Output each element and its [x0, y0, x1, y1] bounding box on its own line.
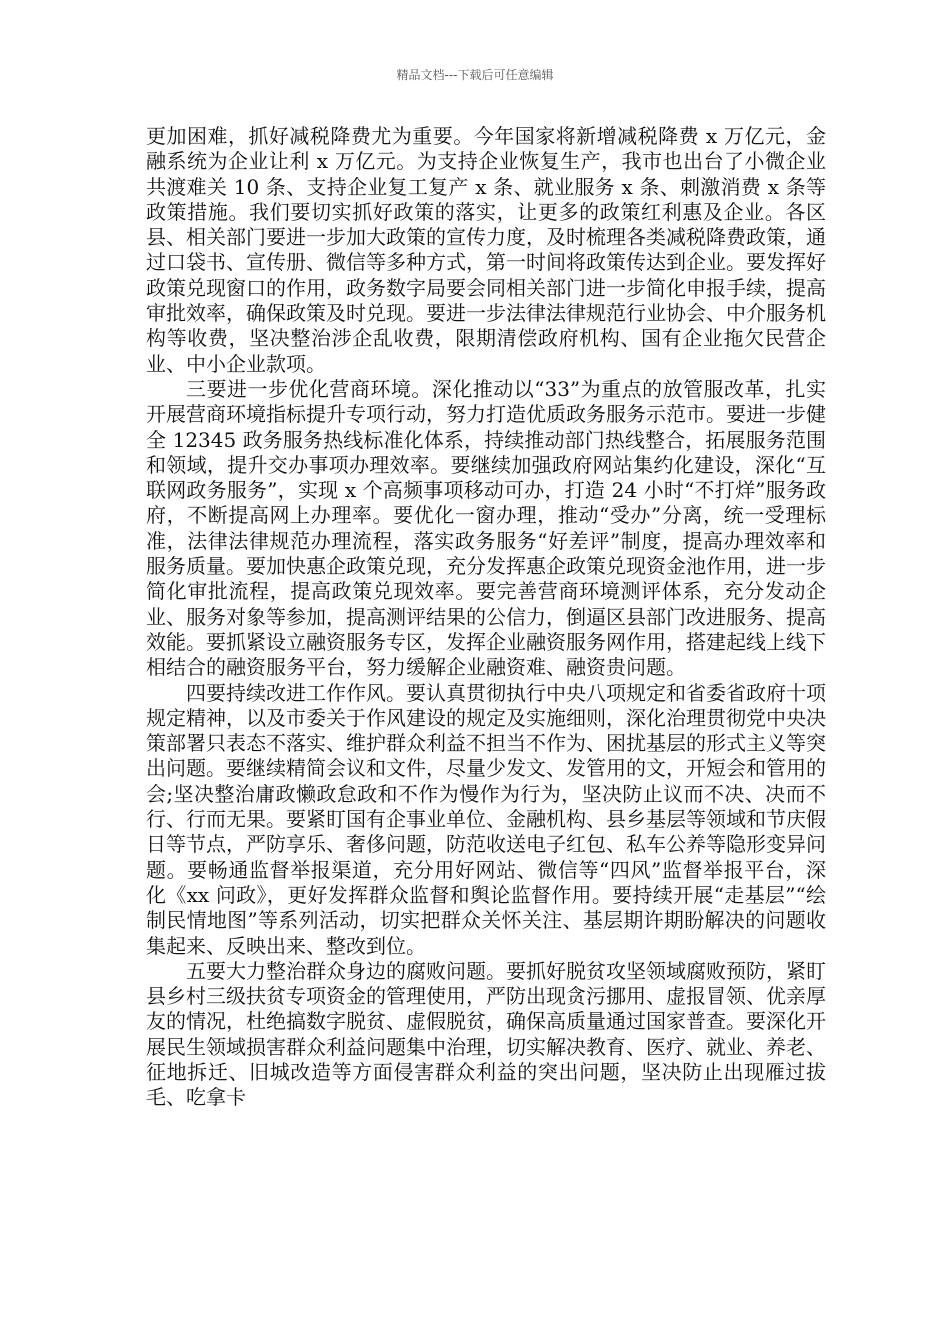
- paragraph-anti-corruption: 五要大力整治群众身边的腐败问题。要抓好脱贫攻坚领域腐败预防，紧盯县乡村三级扶贫专项资金的管理使用，严防出现贪污挪用、虚报冒领、优亲厚友的情况，杜绝搞数字脱贫、虚假脱贫，确保高质量通过国家普查。要深化开展民生领域损害群众利益问题集中治理，切实解决教育、医疗、就业、养老、征地拆迁、旧城改造等方面侵害群众利益的突出问题，坚决防止出现雁过拔毛、吃拿卡: [146, 958, 826, 1110]
- document-body: [146, 124, 826, 1111]
- page-header: 精品文档---下载后可任意编辑: [396, 68, 554, 82]
- paragraph-business-environment: 三要进一步优化营商环境。深化推动以“33”为重点的放管服改革，扎实开展营商环境指标提升专项行动，努力打造优质政务服务示范市。要进一步健全 12345 政务服务热线标准化体系，持续推动部门热线整合，拓展服务范围和领域，提升交办事项办理效率。要继续加强政府网站集约化建设，深化“互联网政务服务”，实现 x 个高频事项移动可办，打造 24 小时“不打烊”服务政府，不断提高网上办理率。要优化一窗办理，推动“受办”分离，统一受理标准，法律法律规范办理流程，落实政务服务“好差评”制度，提高办理效率和服务质量。要加快惠企政策兑现，充分发挥惠企政策兑现资金池作用，进一步简化审批流程，提高政策兑现效率。要完善营商环境测评体系，充分发动企业、服务对象等参加，提高测评结果的公信力，倒逼区县部门改进服务、提高效能。要抓紧设立融资服务专区，发挥企业融资服务网作用，搭建起线上线下相结合的融资服务平台，努力缓解企业融资难、融资贵问题。: [146, 376, 826, 680]
- paragraph-continuation: 更加困难，抓好减税降费尤为重要。今年国家将新增减税降费 x 万亿元，金融系统为企业让利 x 万亿元。为支持企业恢复生产，我市也出台了小微企业共渡难关 10 条、支持企业复工复产 x 条、就业服务 x 条、刺激消费 x 条等政策措施。我们要切实抓好政策的落实，让更多的政策红利惠及企业。各区县、相关部门要进一步加大政策的宣传力度，及时梳理各类减税降费政策，通过口袋书、宣传册、微信等多种方式，第一时间将政策传达到企业。要发挥好政策兑现窗口的作用，政务数字局要会同相关部门进一步简化申报手续，提高审批效率，确保政策及时兑现。要进一步法律法律规范行业协会、中介服务机构等收费，坚决整治涉企乱收费，限期清偿政府机构、国有企业拖欠民营企业、中小企业款项。: [146, 124, 826, 376]
- paragraph-work-style: 四要持续改进工作作风。要认真贯彻执行中央八项规定和省委省政府十项规定精神，以及市委关于作风建设的规定及实施细则，深化治理贯彻党中央决策部署只表态不落实、维护群众利益不担当不作为、困扰基层的形式主义等突出问题。要继续精简会议和文件，尽量少发文、发管用的文，开短会和管用的会;坚决整治庸政懒政怠政和不作为慢作为行为，坚决防止议而不决、决而不行、行而无果。要紧盯国有企事业单位、金融机构、县乡基层等领域和节庆假日等节点，严防享乐、奢侈问题，防范收送电子红包、私车公养等隐形变异问题。要畅通监督举报渠道，充分用好网站、微信等“四风”监督举报平台，深化《xx 问政》，更好发挥群众监督和舆论监督作用。要持续开展“走基层”“绘制民情地图”等系列活动，切实把群众关怀关注、基层期许期盼解决的问题收集起来、反映出来、整改到位。: [146, 680, 826, 958]
